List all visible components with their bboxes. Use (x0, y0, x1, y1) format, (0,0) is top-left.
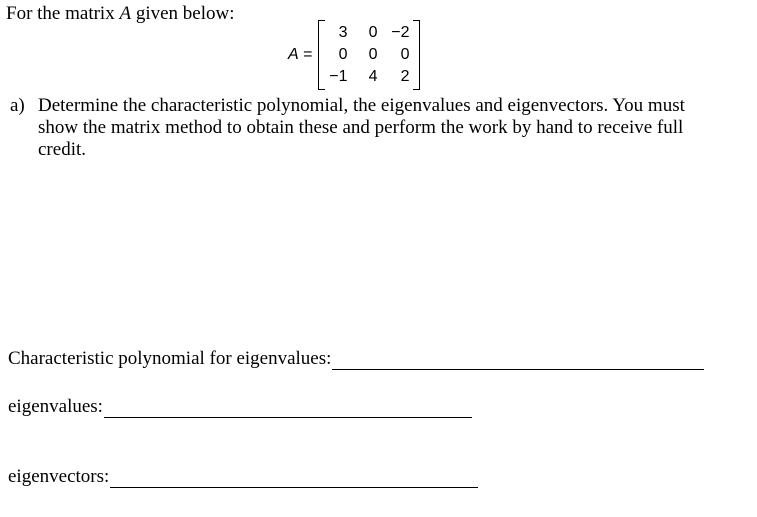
matrix-right-bracket (413, 20, 420, 90)
matrix-variable: A (288, 46, 299, 63)
char-poly-answer (8, 348, 704, 370)
eigenvalues-answer (8, 396, 472, 418)
intro-variable: A (119, 3, 132, 24)
matrix-cell: 0 (400, 46, 410, 63)
question-label: a) (10, 95, 25, 116)
matrix-grid (325, 22, 413, 88)
intro-suffix: given below: (131, 3, 235, 24)
char-poly-label: Characteristic polynomial for eigenvalues: (8, 348, 332, 369)
matrix-definition (288, 18, 420, 92)
eigenvectors-answer (8, 466, 478, 488)
eigenvalues-label: eigenvalues: (8, 396, 103, 417)
question-a (10, 95, 740, 161)
matrix-left-bracket (318, 20, 325, 90)
matrix-cell: 3 (338, 24, 348, 41)
matrix-cell: 4 (368, 68, 378, 85)
intro-text (6, 3, 235, 25)
matrix-equals: = (298, 46, 313, 63)
char-poly-blank[interactable] (332, 351, 704, 370)
matrix-label (288, 46, 312, 64)
matrix-cell: 0 (368, 24, 378, 41)
matrix-cell: 0 (338, 46, 348, 63)
intro-prefix: For the matrix (6, 3, 120, 24)
eigenvectors-label: eigenvectors: (8, 466, 110, 487)
matrix-cell: −2 (391, 24, 410, 41)
eigenvectors-blank[interactable] (110, 469, 478, 488)
matrix-cell: 2 (400, 68, 410, 85)
matrix-cell: −1 (329, 68, 348, 85)
question-text: Determine the characteristic polynomial, the eigenvalues and eigenvectors. You must show the matrix method to obtain these and perform the work by hand to receive full credit. (38, 95, 685, 160)
matrix-cell: 0 (368, 46, 378, 63)
eigenvalues-blank[interactable] (104, 399, 472, 418)
